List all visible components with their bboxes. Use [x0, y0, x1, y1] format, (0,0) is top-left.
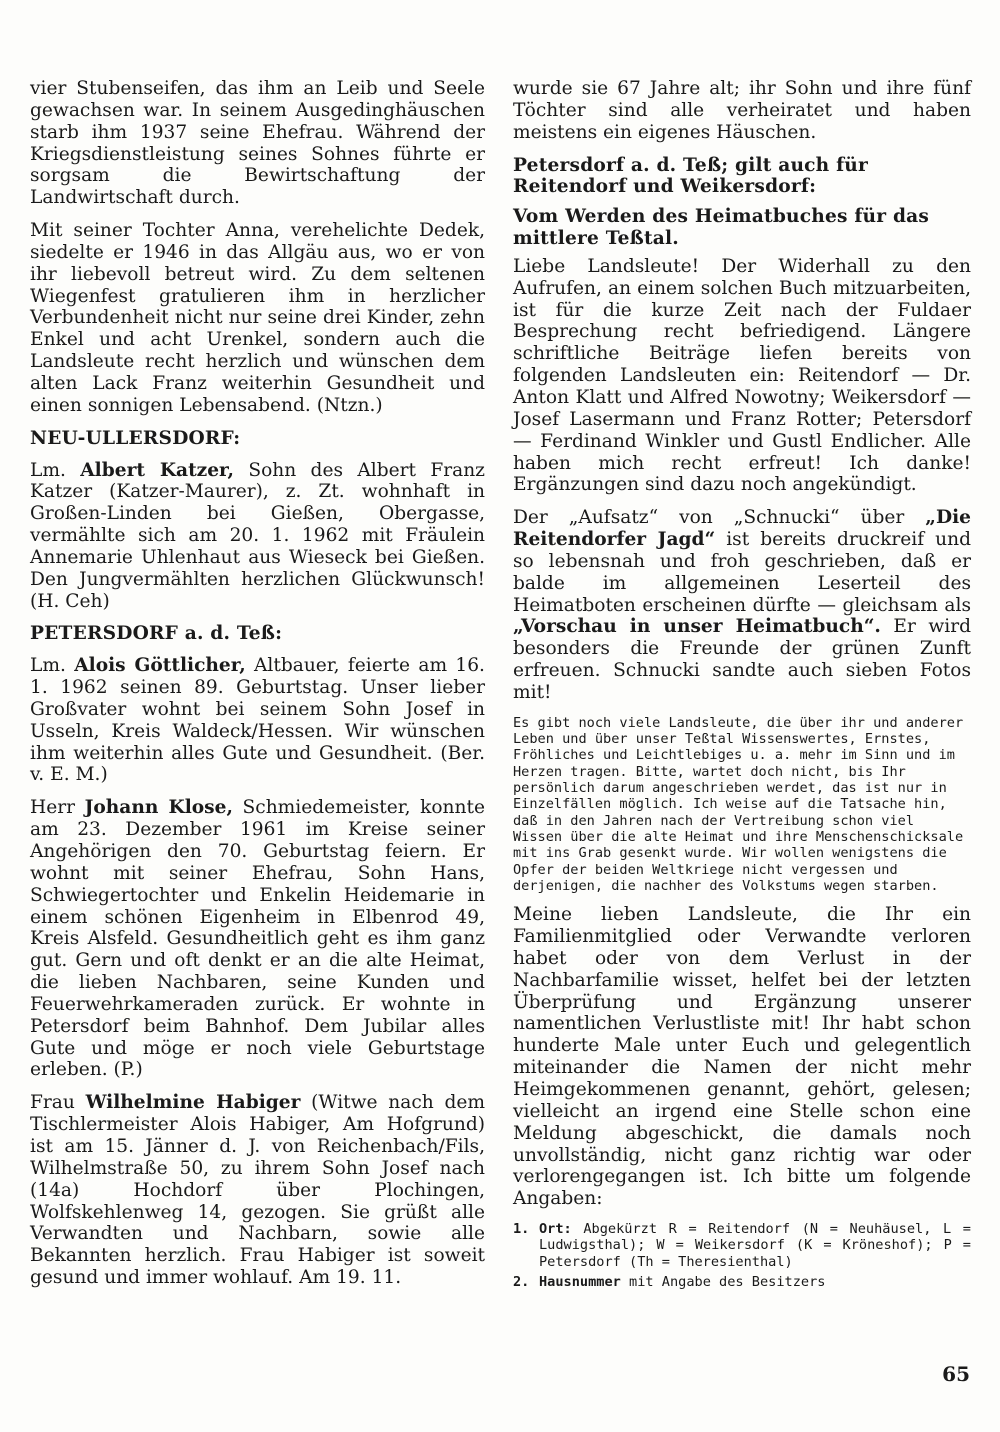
- aufsatz-title: „Die Reitendorfer Jagd“: [513, 507, 971, 551]
- klose-text: Schmiedemeister, konnte am 23. Dezember 1961 im Kreise seiner Angehörigen den 70. Geburtstag feiern. Er wohnt mit seiner Ehefrau, Sohn Hans, Schwiegertochter und Enkelin Heidemarie in einem schönen Eigenheim in Elbenrod 49, Kreis Alsfeld. Gesundheitlich geht es ihm ganz gut. Gern und oft denkt er an die alte Heimat, die lieben Nachbaren, seine Kunden und Feuerwehrkameraden zurück. Er wohnte in Petersdorf beim Bahnhof. Dem Jubilar alles Gute und möge er noch viele Geburtstage erleben. (P.): [30, 797, 485, 1081]
- habiger-text: (Witwe nach dem Tischlermeister Alois Habiger, Am Hofgrund) ist am 15. Jänner d. J. von Reichenbach/Fils, Wilhelmstraße 50, zu ihrem Sohn Josef nach (14a) Hochdorf über Plochingen, Wolfskehlenweg 14, gezogen. Sie grüßt alle Verwandten und Nachbarn, sowie alle Bekannten herzlich. Frau Habiger ist soweit gesund und immer wohlauf. Am 19. 11.: [30, 1092, 485, 1289]
- paragraph-goettlicher: [30, 655, 485, 786]
- paragraph-small-appeal: Es gibt noch viele Landsleute, die über ihr und anderer Leben und über unser Teßtal Wissenswertes, Ernstes, Fröhliches und Leichtlebiges u. a. mehr im Sinn und im Herzen tragen. Bitte, wartet doch nicht, bis Ihr persönlich darum angeschrieben werdet, das ist nur in Einzelfällen möglich. Ich weise auf die Tatsache hin, daß in den Jahren nach der Vertreibung schon viel Wissen über die alte Heimat und ihre Menschenschicksale mit ins Grab gesenkt wurde. Wir wollen wenigstens die Opfer der beiden Weltkriege nicht vergessen und derjenigen, die nachher des Volkstums wegen starben.: [513, 714, 964, 894]
- left-column: [30, 78, 485, 1300]
- katzer-lead: Lm.: [30, 459, 66, 481]
- aufsatz-text-1: Der „Aufsatz“ von „Schnucki“ über: [513, 507, 905, 529]
- list-item-term: Hausnummer: [539, 1273, 621, 1290]
- list-item-body: [539, 1221, 971, 1270]
- katzer-name: Albert Katzer,: [80, 459, 234, 481]
- angaben-list: [513, 1221, 971, 1290]
- paragraph-tochter-anna: Mit seiner Tochter Anna, verehelichte Dedek, siedelte er 1946 in das Allgäu aus, wo er von ihr liebevoll betreut wird. Zu dem seltenen Wiegenfest gratulieren ihm in herzlicher Verbundenheit nicht nur seine drei Kinder, zehn Enkel und acht Urenkel, sondern auch die Landsleute recht herzlich und wünschen dem alten Lack Franz weiterhin Gesundheit und einen sonnigen Lebensabend. (Ntzn.): [30, 220, 485, 416]
- paragraph-stubenseifen: vier Stubenseifen, das ihm an Leib und Seele gewachsen war. In seinem Ausgedinghäuschen starb ihm 1937 seine Ehefrau. Während der Kriegsdienstleistung seines Sohnes führte er sorgsam die Bewirtschaftung der Landwirtschaft durch.: [30, 78, 485, 209]
- paragraph-klose: [30, 797, 485, 1081]
- goettlicher-name: Alois Göttlicher,: [74, 655, 246, 677]
- habiger-lead: Frau: [30, 1092, 75, 1114]
- aufsatz-text-2: ist bereits druckreif und so lebensnah und froh geschrieben, daß er balde im allgemeinen Leserteil des Heimatboten erscheinen dürfte — gleichsam als: [513, 529, 971, 616]
- aufsatz-text-3: Er wird besonders die Freunde der grünen Zunft erfreuen. Schnucki sandte auch sieben Fotos mit!: [513, 616, 971, 703]
- right-column: [513, 78, 971, 1294]
- paragraph-verlustliste: Meine lieben Landsleute, die Ihr ein Familienmitglied oder Verwandte verloren habet oder von dem Verlust in der Nachbarfamilie wisset, helfet bei der letzten Überprüfung und Ergänzung unserer namentlichen Verlustliste mit! Ihr habt schon hunderte Male unter Euch und gelegentlich miteinander die Namen der nicht mehr Heimgekommenen genannt, gehört, gelesen; vielleicht an irgend eine Stelle schon eine Meldung abgeschickt, die damals noch unvollständig, nicht ganz richtig war oder verlorengegangen ist. Ich bitte um folgende Angaben:: [513, 904, 971, 1210]
- list-item-text: Abgekürzt R = Reitendorf (N = Neuhäusel, L = Ludwigsthal); W = Weikersdorf (K = Kröneshof); P = Petersdorf (Th = Theresienthal): [539, 1221, 971, 1270]
- katzer-text: Sohn des Albert Franz Katzer (Katzer-Maurer), z. Zt. wohnhaft in Großen-Linden bei Gießen, Obergasse, vermählte sich am 20. 1. 1962 mit Fräulein Annemarie Uhlenhaut aus Wieseck bei Gießen. Den Jungvermählten herzlichen Glückwunsch! (H. Ceh): [30, 459, 485, 612]
- page-number: 65: [942, 1362, 970, 1386]
- list-item: [513, 1274, 971, 1290]
- list-item-body: [539, 1274, 971, 1290]
- list-item-number: 2.: [513, 1273, 530, 1290]
- klose-lead: Herr: [30, 797, 75, 819]
- list-item-term: Ort:: [539, 1221, 572, 1238]
- goettlicher-lead: Lm.: [30, 655, 66, 677]
- aufsatz-vorschau: „Vorschau in unser Heimatbuch“.: [513, 616, 881, 638]
- paragraph-habiger: [30, 1092, 485, 1289]
- klose-name: Johann Klose,: [84, 797, 233, 819]
- heading-petersdorf-reitendorf: Petersdorf a. d. Teß; gilt auch für Reitendorf und Weikersdorf:: [513, 154, 868, 198]
- list-item-text: mit Angabe des Besitzers: [629, 1273, 826, 1290]
- list-item: [513, 1221, 971, 1270]
- heading-heimatbuch: Vom Werden des Heimatbuches für das mittlere Teßtal.: [513, 206, 930, 250]
- goettlicher-text: Altbauer, feierte am 16. 1. 1962 seinen 89. Geburtstag. Unser lieber Großvater wohnt bei seinem Sohn Josef in Usseln, Kreis Waldeck/Hessen. Wir wünschen ihm weiterhin alles Gute und Gesundheit. (Ber. v. E. M.): [30, 655, 485, 786]
- habiger-name: Wilhelmine Habiger: [85, 1092, 301, 1114]
- paragraph-liebe-landsleute: Liebe Landsleute! Der Widerhall zu den Aufrufen, an einem solchen Buch mitzuarbeiten, ist für die kurze Zeit nach der Fuldaer Besprechung recht befriedigend. Längere schriftliche Beiträge liefen bereits von folgenden Landsleuten ein: Reitendorf — Dr. Anton Klatt und Alfred Nowotny; Weikersdorf — Josef Lasermann und Franz Rotter; Petersdorf — Ferdinand Winkler und Gustl Endlicher. Alle haben mich recht erfreut! Ich danke! Ergänzungen sind dazu noch angekündigt.: [513, 255, 971, 496]
- heading-petersdorf-section: PETERSDORF a. d. Teß:: [30, 623, 283, 645]
- heading-neu-ullersdorf: NEU-ULLERSDORF:: [30, 427, 241, 449]
- paragraph-aufsatz: [513, 507, 971, 704]
- paragraph-habiger-continued: wurde sie 67 Jahre alt; ihr Sohn und ihre fünf Töchter sind alle verheiratet und haben meistens ein eigenes Häuschen.: [513, 78, 971, 143]
- list-item-number: 1.: [513, 1221, 530, 1238]
- paragraph-katzer: [30, 460, 485, 613]
